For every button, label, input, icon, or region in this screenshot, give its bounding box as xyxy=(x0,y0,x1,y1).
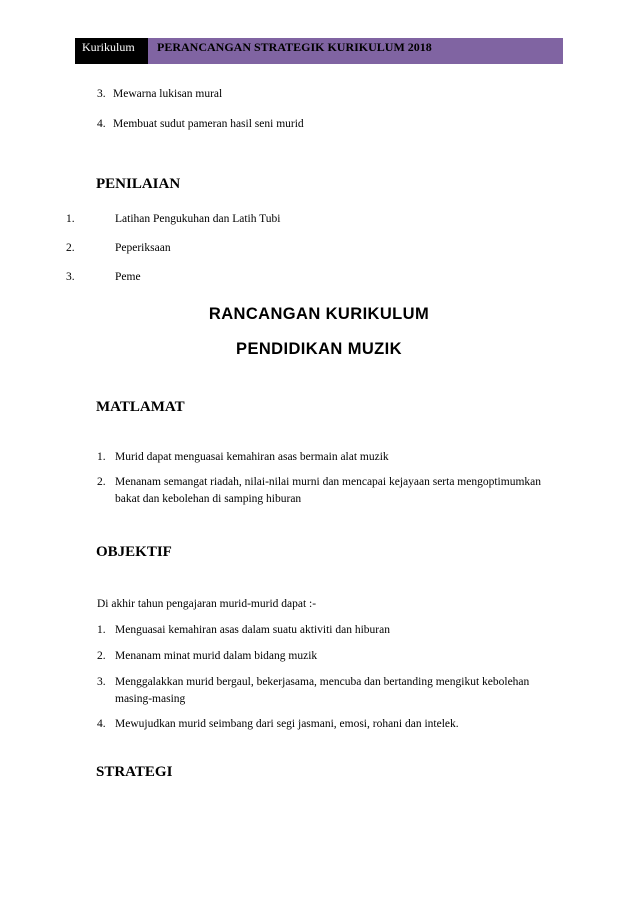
list-item-number: 1. xyxy=(97,451,106,463)
page-header xyxy=(75,38,563,64)
list-item-text: Menguasai kemahiran asas dalam suatu aktiviti dan hiburan xyxy=(115,624,390,636)
section-heading-matlamat: MATLAMAT xyxy=(96,399,185,415)
list-item-text: Peperiksaan xyxy=(115,242,171,254)
list-item-text: Peme xyxy=(115,271,141,283)
list-item-text: Menggalakkan murid bergaul, bekerjasama, mencuba dan bertanding mengikut kebolehan xyxy=(115,676,530,688)
list-item-number: 2. xyxy=(97,476,106,488)
section-heading-objektif: OBJEKTIF xyxy=(96,544,172,560)
header-section-label: Kurikulum xyxy=(75,38,148,64)
list-item-text: Menanam semangat riadah, nilai-nilai murni dan mencapai kejayaan serta mengoptimumkan xyxy=(115,476,541,488)
list-item-number: 1. xyxy=(97,624,106,636)
list-item-number: 3. xyxy=(97,88,106,100)
list-item-text: Mewarna lukisan mural xyxy=(113,88,223,100)
list-item-text-continued: bakat dan kebolehan di samping hiburan xyxy=(115,493,302,505)
main-subtitle: PENDIDIKAN MUZIK xyxy=(236,340,402,358)
section-heading-strategi: STRATEGI xyxy=(96,764,173,780)
list-item-text: Latihan Pengukuhan dan Latih Tubi xyxy=(115,213,281,225)
list-item-text-continued: masing-masing xyxy=(115,693,186,705)
list-item-text: Murid dapat menguasai kemahiran asas bermain alat muzik xyxy=(115,451,389,463)
list-item-text: Membuat sudut pameran hasil seni murid xyxy=(113,118,304,130)
list-item-number: 4. xyxy=(97,718,106,730)
list-item-number: 2. xyxy=(66,242,75,254)
list-item-number: 3. xyxy=(66,271,75,283)
header-document-title: PERANCANGAN STRATEGIK KURIKULUM 2018 xyxy=(148,38,563,64)
list-item-number: 4. xyxy=(97,118,106,130)
section-heading-penilaian: PENILAIAN xyxy=(96,176,181,192)
list-item-text: Menanam minat murid dalam bidang muzik xyxy=(115,650,318,662)
main-title: RANCANGAN KURIKULUM xyxy=(208,305,430,323)
list-item-text: Mewujudkan murid seimbang dari segi jasmani, emosi, rohani dan intelek. xyxy=(115,718,459,730)
list-item-number: 3. xyxy=(97,676,106,688)
list-item-number: 1. xyxy=(66,213,75,225)
list-item-number: 2. xyxy=(97,650,106,662)
objektif-intro: Di akhir tahun pengajaran murid-murid dapat :- xyxy=(97,598,317,610)
